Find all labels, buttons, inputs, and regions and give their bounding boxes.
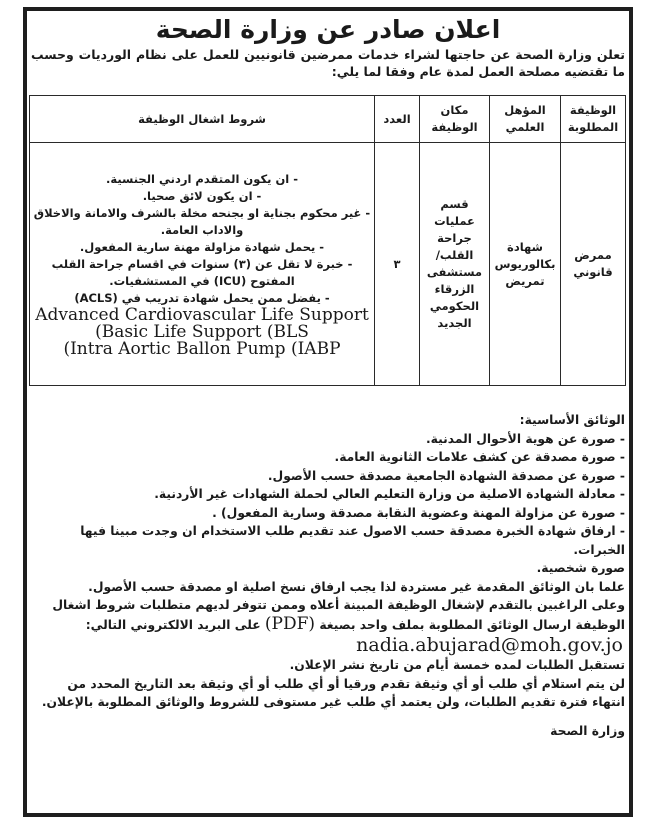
submission-instructions <box>31 596 625 634</box>
documents-heading: الوثائق الأساسية: <box>519 413 625 427</box>
announcement-frame <box>23 7 633 817</box>
document-item: - صورة مصدقة عن كشف علامات الثانوية العامة. <box>334 450 625 464</box>
cell-count: ٣ <box>375 143 420 386</box>
condition-english-bls: (Basic Life Support (BLS <box>95 321 309 342</box>
submission-text-part2: على البريد الالكتروني التالي: <box>85 617 261 632</box>
announcement-body <box>31 411 625 740</box>
condition-item: - يفضل ممن يحمل شهادة تدريب في (ACLS) <box>74 290 330 305</box>
document-item: - معادلة الشهادة الاصلية من وزارة التعليم العالي لحملة الشهادات غير الأردنية. <box>154 487 625 501</box>
deadline-note: تستقبل الطلبات لمده خمسة أيام من تاريخ نشر الإعلان. <box>289 658 625 672</box>
condition-item: - ان يكون المتقدم اردني الجنسية. <box>106 171 298 186</box>
announcement-intro: تعلن وزارة الصحة عن حاجتها لشراء خدمات ممرضين قانونيين للعمل على نظام الورديات وحسب ما تقتضيه مصلحة العمل لمدة عام وفقا لما يلي: <box>31 47 625 79</box>
header-location: مكان الوظيفة <box>420 96 490 143</box>
table-row <box>30 143 626 386</box>
condition-item: - خبرة لا تقل عن (٣) سنوات في اقسام جراحة القلب المفتوح (ICU) في المستشفيات. <box>51 256 353 288</box>
document-item: - صورة عن مزاولة المهنة وعضوية النقابة مصدقة وسارية المفعول) . <box>212 505 625 520</box>
condition-english-iabp: (Intra Aortic Ballon Pump (IABP <box>63 338 341 359</box>
document-item: - ارفاق شهادة الخبرة مصدقة حسب الاصول عند تقديم طلب الاستخدام ان وجدت مبينا فيها الخبرات. <box>80 524 625 557</box>
jobs-table <box>29 95 626 386</box>
cell-job-title: ممرض قانوني <box>561 143 626 386</box>
document-item: - صورة عن هوية الأحوال المدنية. <box>426 431 625 446</box>
document-item: - صورة عن مصدقة الشهادة الجامعية مصدقة حسب الأصول. <box>267 468 625 483</box>
announcement-title: اعلان صادر عن وزارة الصحة <box>155 15 501 44</box>
condition-item: - غير محكوم بجناية او بجنحه مخلة بالشرف والامانة والاخلاق والاداب العامة. <box>33 205 371 237</box>
late-policy-note: لن يتم استلام أي طلب أو أي وثيقة تقدم ورقيا أو أي طلب أو أي وثيقة بعد التاريخ المحدد من انتهاء فترة تقديم الطلبات، ولن يعتمد أي طلب غير مستوفى للشروط والوثائق المطلوبة بالإعلان. <box>41 676 625 709</box>
header-conditions: شروط اشغال الوظيفة <box>30 96 375 143</box>
cell-location: قسم عمليات جراحة القلب/ مستشفى الزرقاء الحكومي الجديد <box>420 143 490 386</box>
table-header-row <box>30 96 626 143</box>
file-format: (PDF) <box>264 613 316 634</box>
header-job-title: الوظيفة المطلوبة <box>561 96 626 143</box>
signature: وزارة الصحة <box>550 723 625 738</box>
condition-item: - يحمل شهادة مزاولة مهنة سارية المفعول. <box>79 239 325 254</box>
condition-item: - ان يكون لائق صحيا. <box>142 188 262 203</box>
originals-note: علما بان الوثائق المقدمة غير مستردة لذا يجب ارفاق نسخ اصلية او مصدقة حسب الأصول. <box>88 579 625 594</box>
cell-conditions <box>30 143 375 386</box>
documents-list <box>31 430 625 578</box>
document-item: صورة شخصية. <box>536 561 625 575</box>
cell-qualification: شهادة بكالوريوس تمريض <box>490 143 561 386</box>
condition-english-acls: Advanced Cardiovascular Life Support <box>35 304 369 325</box>
header-qualification: المؤهل العلمي <box>490 96 561 143</box>
contact-email-link[interactable]: nadia.abujarad@moh.gov.jo <box>356 634 623 656</box>
header-count: العدد <box>375 96 420 143</box>
submission-text-part1: وعلى الراغبين بالتقدم لإشغال الوظيفة المبينة أعلاه وممن تتوفر لديهم متطلبات شروط اشغال الوظيفة ارسال الوثائق المطلوبة بملف واحد بصيغة <box>52 598 625 632</box>
